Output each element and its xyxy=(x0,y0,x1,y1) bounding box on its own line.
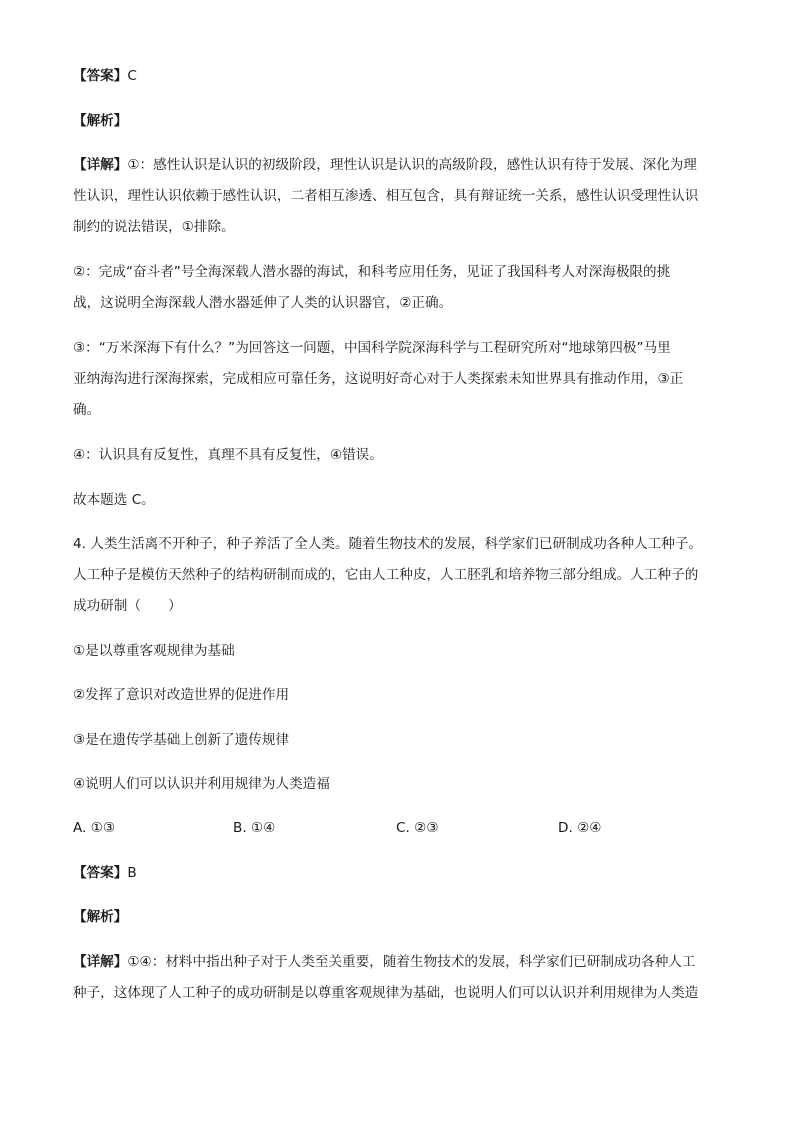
q4-analysis-line xyxy=(73,907,127,927)
q4-answer-line xyxy=(73,863,137,883)
q3-detail-line-1 xyxy=(73,155,697,175)
q4-option-b: B. ①④ xyxy=(233,820,276,836)
detail-tag: 【详解】 xyxy=(73,954,128,970)
q3-detail-p3-line-2: 亚纳海沟进行深海探索，完成相应可靠任务，这说明好奇心对于人类探索未知世界具有推动作用，③正 xyxy=(73,371,684,387)
q3-detail-p3-line-3: 确。 xyxy=(73,402,101,418)
q4-statement-3: ③是在遗传学基础上创新了遗传规律 xyxy=(73,732,290,748)
q3-conclusion: 故本题选 C。 xyxy=(73,492,155,508)
q4-detail-line-1 xyxy=(73,952,696,972)
answer-value: B xyxy=(127,865,137,881)
q4-stem-line-1: 4. 人类生活离不开种子，种子养活了全人类。随着生物技术的发展，科学家们已研制成功各种人工种子。 xyxy=(73,536,703,552)
q4-stem-line-3: 成功研制（ ） xyxy=(73,598,182,614)
q3-detail-p2-line-1: ②：完成“奋斗者”号全海深载人潜水器的海试，和科考应用任务，见证了我国科考人对深海极限的挑 xyxy=(73,264,671,280)
q4-statement-1: ①是以尊重客观规律为基础 xyxy=(73,643,235,659)
q4-stem-line-2: 人工种子是模仿天然种子的结构研制而成的，它由人工种皮，人工胚乳和培养物三部分组成。人工种子的 xyxy=(73,567,699,583)
q4-statement-4: ④说明人们可以认识并利用规律为人类造福 xyxy=(73,776,330,792)
q4-option-a: A. ①③ xyxy=(73,820,116,836)
q4-option-c: C. ②③ xyxy=(396,820,439,836)
detail-text: ①：感性认识是认识的初级阶段，理性认识是认识的高级阶段，感性认识有待于发展、深化为理 xyxy=(127,157,697,173)
q4-statement-2: ②发挥了意识对改造世界的促进作用 xyxy=(73,687,290,703)
analysis-tag: 【解析】 xyxy=(73,909,128,925)
answer-value: C xyxy=(127,68,137,84)
q3-detail-line-2: 性认识，理性认识依赖于感性认识，二者相互渗透、相互包含，具有辩证统一关系，感性认识受理性认识 xyxy=(73,188,699,204)
q3-detail-line-3: 制约的说法错误，①排除。 xyxy=(73,219,235,235)
answer-tag: 【答案】 xyxy=(73,865,128,881)
detail-text: ①④：材料中指出种子对于人类至关重要，随着生物技术的发展，科学家们已研制成功各种人工 xyxy=(127,954,696,970)
q3-detail-p3-line-1: ③：“万米深海下有什么？”为回答这一问题，中国科学院深海科学与工程研究所对“地球第四极”马里 xyxy=(73,340,671,356)
q3-answer-line xyxy=(73,66,137,86)
q3-detail-p2-line-2: 战，这说明全海深载人潜水器延伸了人类的认识器官，②正确。 xyxy=(73,295,453,311)
q3-analysis-line xyxy=(73,111,127,131)
analysis-tag: 【解析】 xyxy=(73,113,128,129)
q3-detail-p4: ④：认识具有反复性，真理不具有反复性，④错误。 xyxy=(73,447,383,463)
answer-tag: 【答案】 xyxy=(73,68,128,84)
q4-option-d: D. ②④ xyxy=(558,820,602,836)
detail-tag: 【详解】 xyxy=(73,157,128,173)
q4-detail-line-2: 种子，这体现了人工种子的成功研制是以尊重客观规律为基础，也说明人们可以认识并利用规律为人类造 xyxy=(73,985,699,1001)
